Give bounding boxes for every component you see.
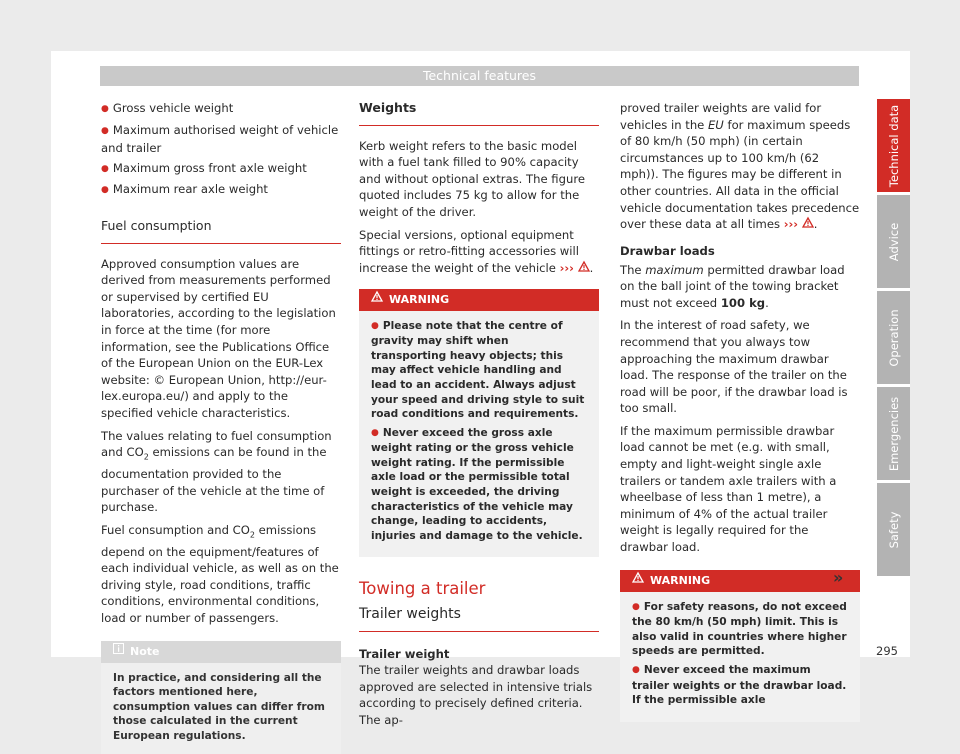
towing-heading: Towing a trailer <box>359 579 486 599</box>
drawbar-heading: Drawbar loads <box>620 243 715 258</box>
weights-para-2: Special versions, optional equipment fittings or retro-fitting accessories will increase the weight of the vehicle ››› . <box>359 227 594 275</box>
note-header <box>101 641 341 663</box>
column-3 <box>620 100 860 722</box>
bullet-text: Maximum authorised weight of vehicle and trailer <box>101 122 339 156</box>
bullet-text: Maximum rear axle weight <box>112 182 268 197</box>
tab-safety[interactable]: Safety <box>877 483 910 576</box>
warning-header <box>620 570 860 592</box>
note-box <box>101 641 341 754</box>
warning-triangle-icon <box>371 288 383 310</box>
bullet-icon: ● <box>371 320 379 331</box>
column-1 <box>101 100 341 754</box>
list-item <box>101 160 341 179</box>
warning-box <box>620 570 860 722</box>
warning-label: WARNING <box>650 573 711 587</box>
warning-item: ● For safety reasons, do not exceed the 80 km/h (50 mph) limit. This is also valid in countries where higher speeds are permitted. <box>632 600 847 658</box>
list-item <box>101 181 341 200</box>
weights-heading: Weights <box>359 100 599 126</box>
page-number: 295 <box>876 644 898 658</box>
bullet-icon: ● <box>371 427 379 438</box>
tab-emergencies[interactable]: Emergencies <box>877 387 910 480</box>
continue-arrow-icon: » <box>833 568 844 587</box>
bullet-icon: ● <box>632 665 640 676</box>
bullet-icon: ● <box>101 104 109 114</box>
drawbar-para-3: If the maximum permissible drawbar load cannot be met (e.g. with small, empty and light-weight single axle trailers or tandem axle trailers with a wheelbase of less than 1 metre), a minimum of 4% of the actual trailer weight is legally required for the drawbar load. <box>620 423 837 555</box>
warning-item: ● Never exceed the gross axle weight rating or the gross vehicle weight rating. If the permissible axle load or the permissible total weight is exceeded, the driving characteristics of the vehicle may change, leading to accidents, injuries and damage to the vehicle. <box>371 426 583 542</box>
drawbar-para-1: The maximum permitted drawbar load on the ball joint of the towing bracket must not exceed 100 kg. <box>620 262 845 310</box>
bullet-icon: ● <box>101 125 109 136</box>
warning-box <box>359 289 599 558</box>
list-item <box>101 100 341 119</box>
weights-para-1: Kerb weight refers to the basic model with a fuel tank filled to 90% capacity and without optional extras. The figure quoted includes 75 kg to allow for the weight of the driver. <box>359 138 585 219</box>
bullet-icon: ● <box>101 163 109 174</box>
list-item <box>101 122 341 157</box>
tab-technical-data[interactable]: Technical data <box>877 99 910 192</box>
fuel-para-2: The values relating to fuel consumption and $CO_2$ emissions can be found in the documentation provided to the purchaser of the vehicle at the time of purchase. <box>101 428 332 515</box>
tab-operation[interactable]: Operation <box>877 291 910 384</box>
warning-body <box>620 592 860 722</box>
note-text: In practice, and considering all the factors mentioned here, consumption values can differ from those calculated in the current European regulations. <box>113 671 325 743</box>
reference-chevrons: ››› <box>783 217 799 232</box>
reference-chevrons: ››› <box>559 260 574 275</box>
bullet-icon: ● <box>101 185 109 196</box>
bullet-text: Maximum gross front axle weight <box>112 160 307 175</box>
note-label: Note <box>130 644 160 658</box>
trailer-weight-subheading: Trailer weight <box>359 646 450 661</box>
fuel-consumption-heading: Fuel consumption <box>101 218 341 244</box>
warning-triangle-icon <box>802 216 814 233</box>
warning-item: ● Please note that the centre of gravity may shift when transporting heavy objects; this may affect vehicle handling and lead to an accident. Always adjust your speed and driving style to suit road conditions and requirements. <box>371 319 585 421</box>
warning-triangle-icon <box>632 569 644 591</box>
page-header: Technical features <box>100 66 859 86</box>
fuel-para-1: Approved consumption values are derived from measurements performed or supervised by certified EU laboratories, according to the legislation in force at the time (for more information, see the Publications Office of the European Union on the EUR-Lex website: © European Union, http://eur-lex.europa.eu/) and apply to the specified vehicle characteristics. <box>101 256 336 420</box>
warning-triangle-icon <box>578 260 590 277</box>
fuel-para-3: Fuel consumption and $CO_2$ emissions depend on the equipment/features of each individual vehicle, as well as on the driving style, road conditions, traffic conditions, environmental conditions, load or number of passengers. <box>101 522 339 626</box>
bullet-text: Gross vehicle weight <box>112 101 234 115</box>
bullet-icon: ● <box>632 601 640 612</box>
chapter-tabs <box>877 99 910 579</box>
tab-advice[interactable]: Advice <box>877 195 910 288</box>
warning-header <box>359 289 599 311</box>
column-2 <box>359 100 599 735</box>
warning-body <box>359 311 599 558</box>
drawbar-para-2: In the interest of road safety, we recommend that you always tow approaching the maximum drawbar load. The response of the trailer on the road will be poor, if the drawbar load is too small. <box>620 318 848 416</box>
trailer-para-cont: proved trailer weights are valid for vehicles in the EU for maximum speeds of 80 km/h (50 mph) (in certain circumstances up to 100 km/h (62 mph)). The figures may be different in other countries. All data in the official vehicle documentation takes precedence over these data at all times ››› . <box>620 101 860 232</box>
info-icon <box>113 640 124 662</box>
warning-item: ● Never exceed the maximum trailer weights or the drawbar load. If the permissible axle <box>632 664 847 707</box>
trailer-weights-heading: Trailer weights <box>359 606 599 632</box>
warning-label: WARNING <box>389 292 450 306</box>
trailer-weight-para: The trailer weights and drawbar loads approved are selected in intensive trials according to precisely defined criteria. The ap- <box>359 663 593 728</box>
